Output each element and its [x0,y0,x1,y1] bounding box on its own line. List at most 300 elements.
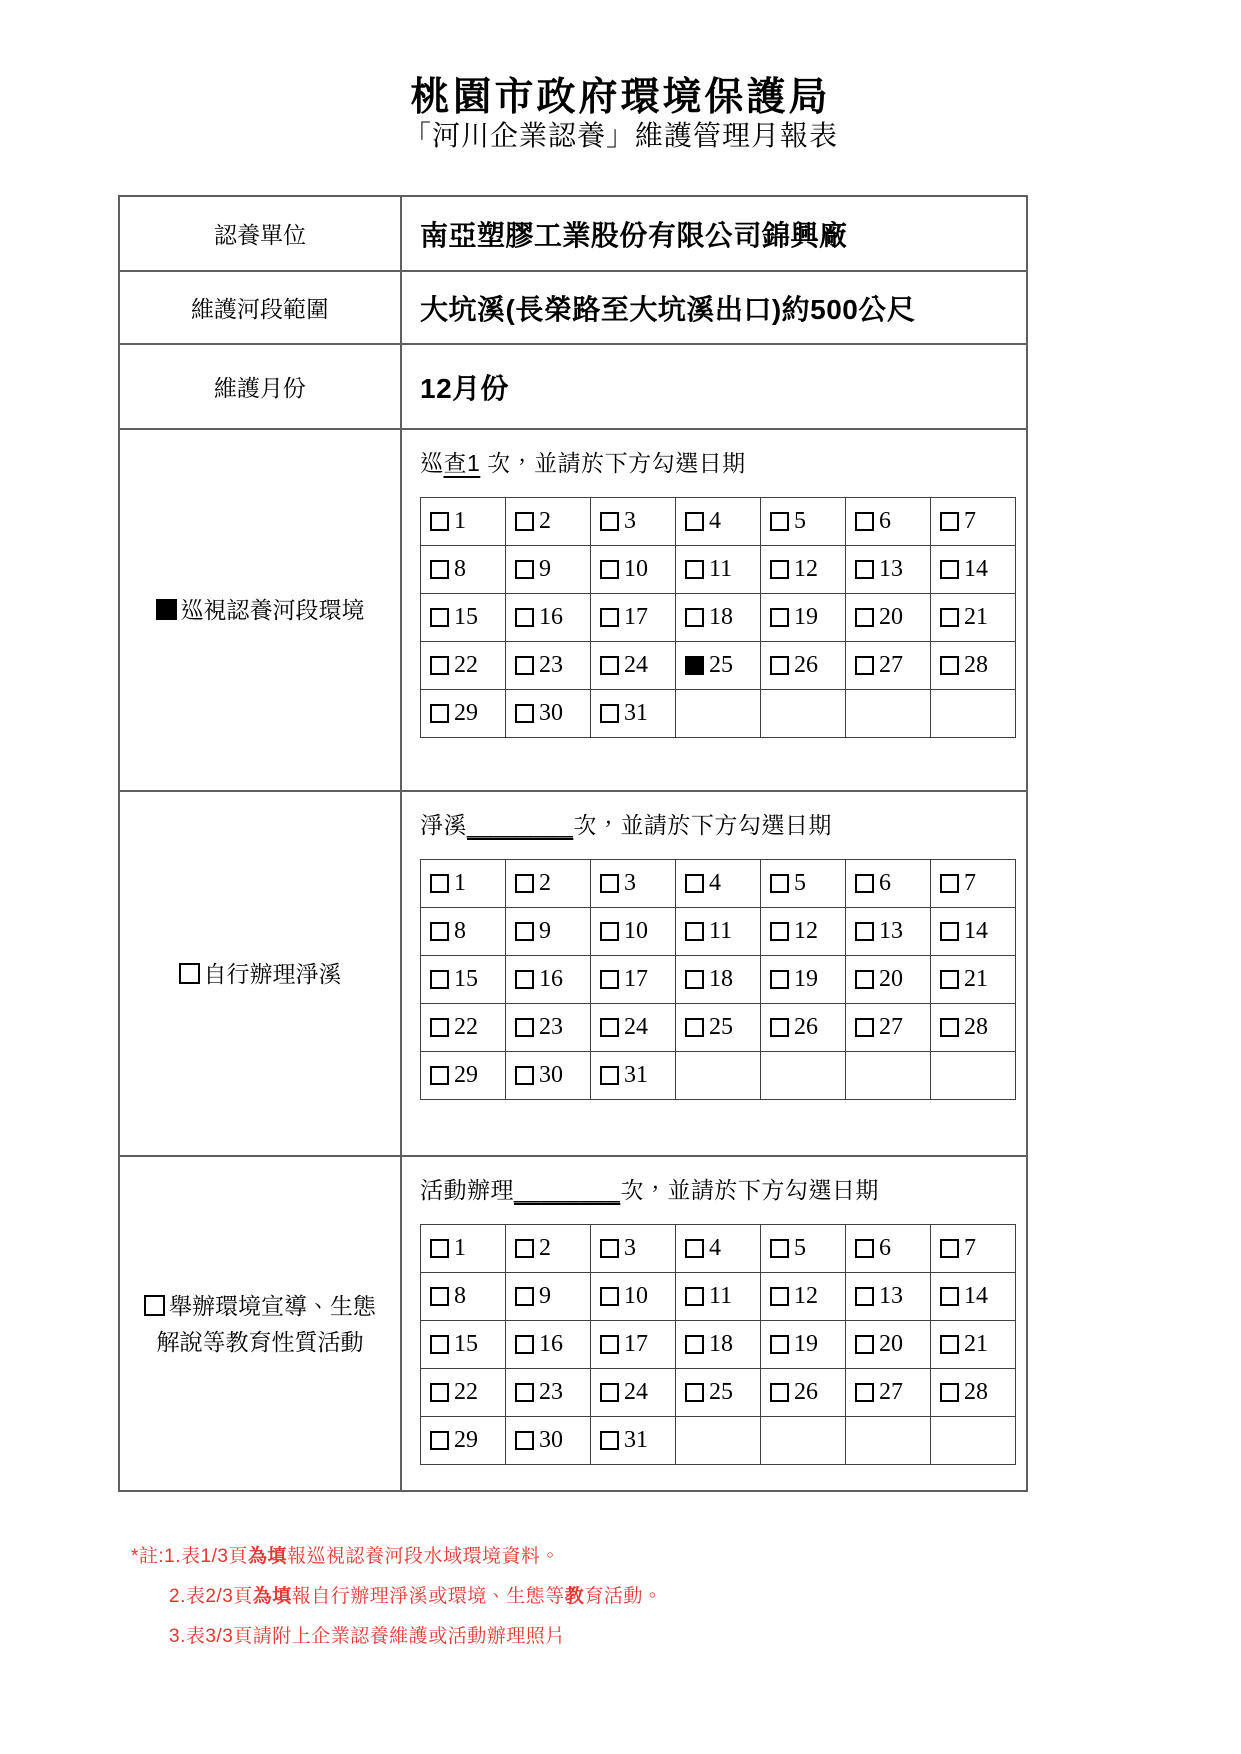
day-number: 16 [539,966,563,992]
info-value-cell [402,197,1026,270]
day-cell[interactable] [421,1004,506,1052]
day-cell[interactable] [421,1052,506,1100]
day-checkbox-icon[interactable] [600,1335,619,1354]
day-number: 31 [624,700,648,726]
day-cell[interactable] [846,1273,931,1321]
day-checkbox-icon[interactable] [940,512,959,531]
info-label-cell [120,272,402,343]
day-cell[interactable] [761,1004,846,1052]
day-cell[interactable] [591,1004,676,1052]
day-cell[interactable] [591,1417,676,1465]
day-checkbox-icon[interactable] [600,560,619,579]
day-checkbox-icon[interactable] [685,874,704,893]
day-checkbox-icon[interactable] [430,608,449,627]
day-checkbox-icon[interactable] [600,704,619,723]
day-checkbox-icon[interactable] [855,512,874,531]
day-checkbox-icon[interactable] [855,656,874,675]
footnotes [131,1537,662,1657]
day-cell[interactable] [506,594,591,642]
day-number: 20 [879,966,903,992]
section-checkbox-checked-icon[interactable] [156,599,177,620]
day-cell[interactable] [676,1225,761,1273]
day-number: 14 [964,1283,988,1309]
day-number: 13 [879,1283,903,1309]
day-checkbox-icon[interactable] [515,922,534,941]
day-cell[interactable] [591,1052,676,1100]
section-label-text: 自行辦理淨溪 [203,960,342,987]
day-checkbox-icon[interactable] [430,1383,449,1402]
day-checkbox-icon[interactable] [685,1383,704,1402]
info-label-cell [120,197,402,270]
day-cell[interactable] [421,908,506,956]
day-cell[interactable] [676,642,761,690]
day-checkbox-icon[interactable] [515,1239,534,1258]
section-checkbox-icon[interactable] [179,963,200,984]
day-cell[interactable] [591,642,676,690]
day-cell[interactable] [506,1225,591,1273]
day-checkbox-icon[interactable] [940,1018,959,1037]
day-checkbox-icon[interactable] [855,1335,874,1354]
day-number: 10 [624,1283,648,1309]
day-number: 21 [964,1331,988,1357]
day-number: 9 [539,556,551,582]
note-line [169,1577,662,1617]
section-content-cell [402,430,1026,790]
day-checkbox-icon[interactable] [515,1431,534,1450]
day-cell[interactable] [591,956,676,1004]
day-checkbox-icon[interactable] [430,656,449,675]
day-checkbox-icon[interactable] [770,922,789,941]
day-number: 7 [964,508,976,534]
day-cell[interactable] [591,1273,676,1321]
day-checkbox-icon[interactable] [685,970,704,989]
day-checkbox-icon[interactable] [600,1239,619,1258]
note-line [169,1617,662,1657]
day-checkbox-icon[interactable] [770,874,789,893]
day-checkbox-icon[interactable] [515,608,534,627]
day-number: 20 [879,604,903,630]
day-cell[interactable] [761,1225,846,1273]
day-number: 30 [539,700,563,726]
day-cell [931,1052,1016,1100]
day-cell[interactable] [931,1225,1016,1273]
day-checkbox-icon[interactable] [430,1335,449,1354]
section-header [420,446,1026,480]
day-cell[interactable] [676,956,761,1004]
day-checkbox-icon[interactable] [515,1287,534,1306]
day-number: 24 [624,1379,648,1405]
day-checkbox-icon[interactable] [430,1431,449,1450]
day-cell[interactable] [676,1321,761,1369]
day-number: 1 [454,870,466,896]
day-number: 19 [794,966,818,992]
day-cell[interactable] [591,860,676,908]
day-cell[interactable] [846,498,931,546]
note-segment: *註:1.表1/3頁 [131,1546,248,1567]
day-number: 20 [879,1331,903,1357]
header-suffix: 次，並請於下方勾選日期 [620,1177,879,1203]
day-number: 13 [879,918,903,944]
day-checkbox-icon[interactable] [515,656,534,675]
day-number: 31 [624,1062,648,1088]
day-number: 10 [624,918,648,944]
day-cell[interactable] [506,956,591,1004]
day-cell[interactable] [591,690,676,738]
day-cell[interactable] [506,860,591,908]
section-header [420,1173,1026,1207]
day-number: 31 [624,1427,648,1453]
day-cell[interactable] [421,1225,506,1273]
day-checkbox-icon[interactable] [855,1287,874,1306]
day-cell[interactable] [421,594,506,642]
day-cell[interactable] [846,642,931,690]
day-cell[interactable] [421,546,506,594]
day-number: 9 [539,1283,551,1309]
day-cell[interactable] [931,860,1016,908]
day-checkbox-icon[interactable] [940,1239,959,1258]
day-cell[interactable] [591,908,676,956]
day-number: 17 [624,604,648,630]
header-suffix: 次，並請於下方勾選日期 [480,450,746,476]
day-number: 24 [624,652,648,678]
day-cell[interactable] [506,690,591,738]
day-checkbox-icon[interactable] [940,560,959,579]
day-cell[interactable] [931,1369,1016,1417]
section-label-text: 舉辦環境宣導、生態 [169,1292,376,1319]
day-checkbox-icon[interactable] [515,874,534,893]
form-subtitle: 「河川企業認養」維護管理月報表 [402,120,838,151]
day-checkbox-icon[interactable] [600,512,619,531]
day-checkbox-icon[interactable] [430,922,449,941]
day-cell[interactable] [761,860,846,908]
day-checkbox-icon[interactable] [515,1018,534,1037]
day-number: 3 [624,870,636,896]
day-checkbox-icon[interactable] [940,1383,959,1402]
section-row-education-activity [120,1155,1026,1490]
day-checkbox-icon[interactable] [685,608,704,627]
day-cell[interactable] [506,546,591,594]
day-checkbox-icon[interactable] [770,1287,789,1306]
day-checkbox-icon[interactable] [855,1383,874,1402]
day-cell[interactable] [591,1225,676,1273]
day-checkbox-icon[interactable] [940,970,959,989]
day-number: 26 [794,1379,818,1405]
day-cell[interactable] [676,860,761,908]
day-cell[interactable] [931,956,1016,1004]
day-checkbox-icon[interactable] [515,1383,534,1402]
day-checkbox-icon[interactable] [855,1239,874,1258]
day-cell [931,1417,1016,1465]
header-fill-blank[interactable]: 查1 [443,450,481,476]
day-cell[interactable] [421,956,506,1004]
day-number: 16 [539,1331,563,1357]
day-checkbox-icon[interactable] [770,970,789,989]
info-label: 維護河段範圍 [191,296,329,322]
maintenance-month-value: 12月份 [420,372,510,404]
day-number: 22 [454,1379,478,1405]
day-cell [676,690,761,738]
day-number: 11 [709,918,733,944]
day-cell[interactable] [506,908,591,956]
day-number: 28 [964,652,988,678]
day-cell[interactable] [591,498,676,546]
day-cell[interactable] [931,642,1016,690]
day-cell[interactable] [421,1321,506,1369]
day-checkbox-icon[interactable] [770,1239,789,1258]
day-cell[interactable] [421,1369,506,1417]
header-prefix: 巡 [420,450,444,476]
day-checkbox-icon[interactable] [430,1287,449,1306]
day-checkbox-icon[interactable] [940,1335,959,1354]
day-number: 12 [794,918,818,944]
day-checkbox-icon[interactable] [685,1018,704,1037]
day-cell[interactable] [421,498,506,546]
day-number: 4 [709,508,721,534]
day-cell[interactable] [591,594,676,642]
day-checkbox-icon[interactable] [770,608,789,627]
day-checkbox-icon[interactable] [685,922,704,941]
day-number: 3 [624,508,636,534]
day-checkbox-icon[interactable] [600,1066,619,1085]
day-cell[interactable] [506,1369,591,1417]
day-cell[interactable] [506,1417,591,1465]
header-fill-blank[interactable]: ________ [514,1177,621,1203]
day-checkbox-icon[interactable] [940,656,959,675]
section-row-patrol [120,428,1026,790]
day-cell[interactable] [761,1273,846,1321]
day-number: 23 [539,1014,563,1040]
note-segment: 報自行辦理淨溪或環境、生態等 [291,1586,565,1607]
day-checkbox-icon[interactable] [515,512,534,531]
header-prefix: 活動辦理 [420,1177,514,1203]
day-cell[interactable] [676,1004,761,1052]
day-cell[interactable] [676,908,761,956]
day-checkbox-icon[interactable] [515,560,534,579]
day-number: 19 [794,1331,818,1357]
day-cell[interactable] [761,498,846,546]
day-number: 29 [454,700,478,726]
day-cell[interactable] [761,956,846,1004]
day-checkbox-icon[interactable] [770,1383,789,1402]
day-cell[interactable] [506,1273,591,1321]
note-segment: 2.表2/3頁 [169,1586,253,1607]
info-value-cell [402,272,1026,343]
day-checkbox-icon[interactable] [600,874,619,893]
form-title: 桃園市政府環境保護局 [410,76,831,119]
day-cell[interactable] [506,498,591,546]
day-number: 7 [964,870,976,896]
day-checkbox-icon[interactable] [515,1335,534,1354]
day-number: 6 [879,1235,891,1261]
day-checkbox-icon[interactable] [600,922,619,941]
day-checkbox-icon[interactable] [855,560,874,579]
day-checkbox-icon[interactable] [770,560,789,579]
day-cell[interactable] [846,1369,931,1417]
day-checkbox-icon[interactable] [685,1239,704,1258]
day-number: 22 [454,652,478,678]
day-checkbox-icon[interactable] [855,608,874,627]
day-checkbox-icon[interactable] [770,512,789,531]
day-checkbox-icon[interactable] [515,1066,534,1085]
note-segment: 為填 [247,1546,287,1567]
day-checkbox-icon[interactable] [685,560,704,579]
day-cell[interactable] [931,546,1016,594]
day-number: 12 [794,1283,818,1309]
day-cell[interactable] [846,956,931,1004]
day-checkbox-icon[interactable] [855,970,874,989]
day-number: 14 [964,556,988,582]
day-checkbox-icon[interactable] [855,922,874,941]
day-cell[interactable] [421,1273,506,1321]
day-cell[interactable] [591,546,676,594]
day-cell[interactable] [506,1052,591,1100]
day-checkbox-icon[interactable] [515,704,534,723]
day-checkbox-icon[interactable] [855,1018,874,1037]
day-cell[interactable] [421,1417,506,1465]
day-cell[interactable] [676,498,761,546]
day-number: 17 [624,1331,648,1357]
day-checkbox-icon[interactable] [770,1018,789,1037]
day-cell[interactable] [591,1321,676,1369]
day-checkbox-icon[interactable] [600,1018,619,1037]
day-checkbox-icon[interactable] [770,1335,789,1354]
day-cell[interactable] [421,860,506,908]
day-cell[interactable] [761,1321,846,1369]
day-cell[interactable] [846,1004,931,1052]
day-checkbox-icon[interactable] [855,874,874,893]
day-number: 2 [539,508,551,534]
day-number: 11 [709,556,733,582]
day-cell[interactable] [931,594,1016,642]
day-cell[interactable] [931,1273,1016,1321]
day-number: 2 [539,1235,551,1261]
day-number: 5 [794,508,806,534]
day-cell[interactable] [846,908,931,956]
day-cell[interactable] [846,860,931,908]
section-label-line [157,1324,364,1360]
day-checkbox-icon[interactable] [430,1018,449,1037]
info-value-cell [402,345,1026,428]
day-cell [761,1052,846,1100]
day-cell[interactable] [931,1004,1016,1052]
day-cell[interactable] [676,546,761,594]
day-checkbox-icon[interactable] [430,970,449,989]
day-number: 17 [624,966,648,992]
day-checkbox-icon[interactable] [430,704,449,723]
section-label-cell [120,792,402,1155]
day-cell[interactable] [506,642,591,690]
day-cell[interactable] [761,546,846,594]
day-checkbox-icon[interactable] [685,512,704,531]
date-grid [420,859,1016,1100]
day-checkbox-icon[interactable] [430,874,449,893]
day-checkbox-icon[interactable] [600,970,619,989]
section-row-stream-cleaning [120,790,1026,1155]
day-number: 16 [539,604,563,630]
day-number: 1 [454,1235,466,1261]
info-label: 認養單位 [214,222,306,248]
day-number: 18 [709,966,733,992]
day-checkbox-icon[interactable] [940,1287,959,1306]
day-number: 14 [964,918,988,944]
day-number: 2 [539,870,551,896]
section-label-cell [120,430,402,790]
adopting-unit-value: 南亞塑膠工業股份有限公司錦興廠 [420,219,848,251]
day-number: 13 [879,556,903,582]
day-number: 27 [879,1014,903,1040]
section-content-cell [402,1157,1026,1490]
day-number: 22 [454,1014,478,1040]
day-checkbox-icon[interactable] [940,608,959,627]
day-cell[interactable] [506,1321,591,1369]
day-checkbox-icon[interactable] [600,1287,619,1306]
header-fill-blank[interactable]: ________ [467,812,574,838]
day-checkbox-icon[interactable] [685,1335,704,1354]
day-number: 8 [454,556,466,582]
day-checkbox-icon[interactable] [430,512,449,531]
day-checkbox-icon[interactable] [685,1287,704,1306]
day-checkbox-icon[interactable] [940,922,959,941]
day-cell[interactable] [676,1273,761,1321]
day-checkbox-icon[interactable] [600,1383,619,1402]
day-cell[interactable] [421,690,506,738]
day-cell[interactable] [761,1369,846,1417]
day-cell[interactable] [846,1321,931,1369]
day-number: 15 [454,966,478,992]
day-cell[interactable] [591,1369,676,1417]
day-checkbox-icon[interactable] [430,560,449,579]
day-cell[interactable] [846,1225,931,1273]
day-checkbox-icon[interactable] [515,970,534,989]
day-cell[interactable] [676,594,761,642]
day-cell[interactable] [931,908,1016,956]
day-number: 27 [879,652,903,678]
day-cell[interactable] [931,498,1016,546]
day-number: 12 [794,556,818,582]
section-checkbox-icon[interactable] [144,1295,165,1316]
day-cell[interactable] [506,1004,591,1052]
day-checkbox-icon[interactable] [430,1066,449,1085]
day-checkbox-icon[interactable] [600,1431,619,1450]
day-checkbox-icon[interactable] [940,874,959,893]
day-cell[interactable] [846,594,931,642]
day-cell[interactable] [676,1369,761,1417]
day-cell [846,690,931,738]
day-checkbox-checked-icon[interactable] [685,656,704,675]
day-number: 25 [709,652,733,678]
day-cell[interactable] [846,546,931,594]
day-cell[interactable] [421,642,506,690]
section-label-line [144,1288,376,1324]
day-cell[interactable] [761,908,846,956]
day-checkbox-icon[interactable] [600,656,619,675]
day-number: 26 [794,652,818,678]
day-number: 21 [964,966,988,992]
note-segment: 報巡視認養河段水域環境資料。 [286,1546,560,1567]
day-number: 24 [624,1014,648,1040]
day-checkbox-icon[interactable] [770,656,789,675]
day-checkbox-icon[interactable] [600,608,619,627]
info-label-cell [120,345,402,428]
day-cell[interactable] [761,594,846,642]
day-cell[interactable] [931,1321,1016,1369]
day-checkbox-icon[interactable] [430,1239,449,1258]
day-cell [846,1052,931,1100]
day-number: 27 [879,1379,903,1405]
day-cell[interactable] [761,642,846,690]
day-cell [931,690,1016,738]
day-number: 29 [454,1062,478,1088]
